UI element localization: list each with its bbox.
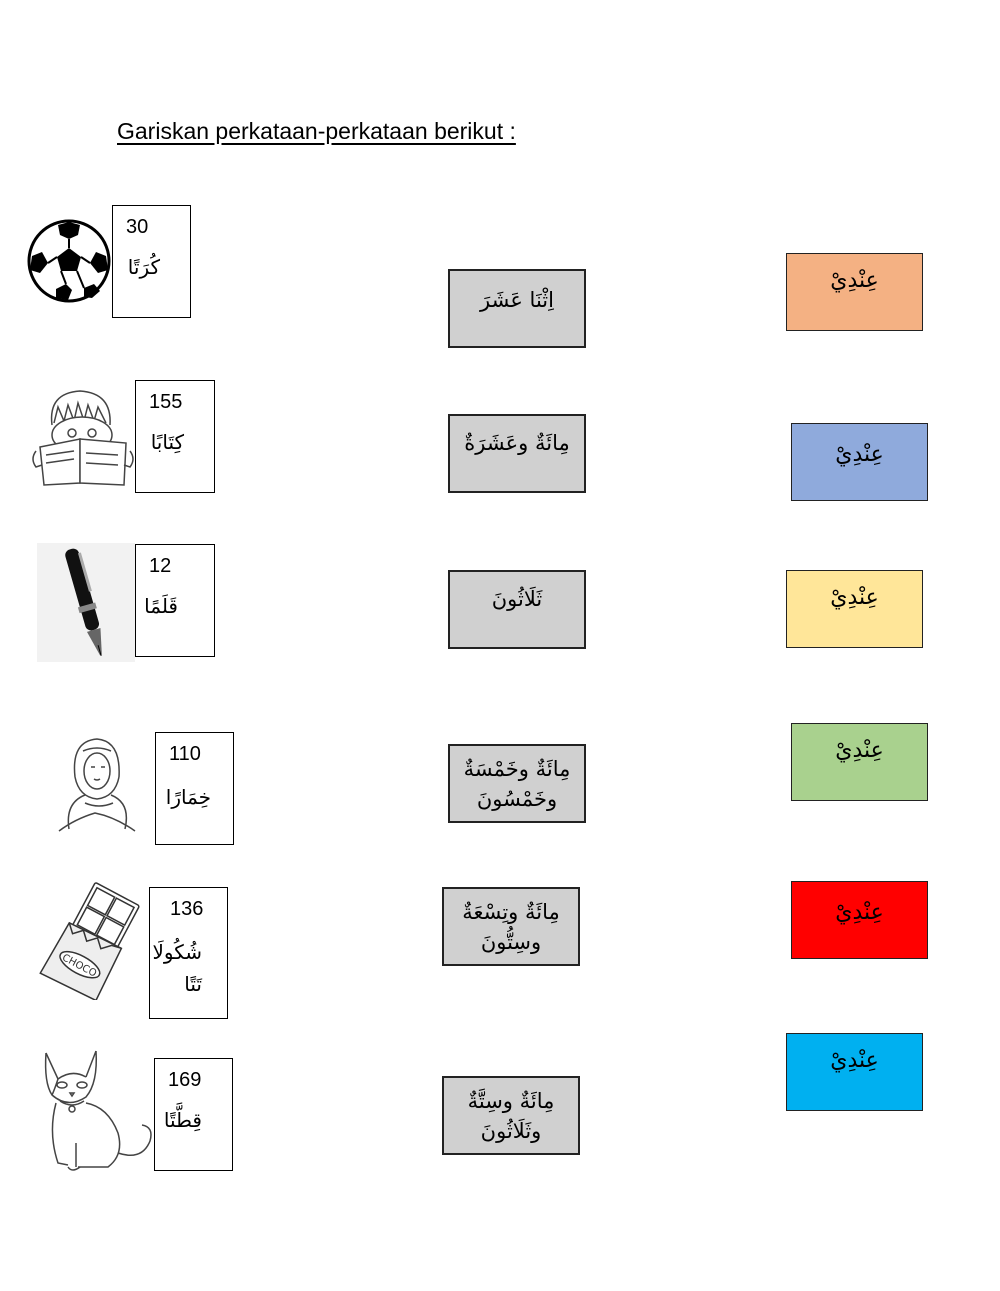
number-word: مِائَةٌ وعَشَرَةٌ [464,431,570,455]
chocolate-wrapper-text: CHOCO [60,952,99,980]
item-word: قِطَّتًا [163,1108,202,1132]
have-box[interactable] [791,423,928,501]
chocolate-bar-picture [38,880,148,1000]
item-card [149,887,228,1019]
item-word: كُرَتًا [127,255,160,279]
woman-in-headscarf-picture [55,733,140,833]
child-reading-book-picture [30,385,138,487]
item-word: قَلَمًا [144,594,178,618]
have-box[interactable] [786,253,923,331]
have-label: عِنْدِيْ [835,738,884,763]
have-label: عِنْدِيْ [830,268,879,293]
item-word: كِتَابًا [150,430,184,454]
have-label: عِنْدِيْ [835,442,884,467]
item-number: 169 [168,1069,202,1091]
have-label: عِنْدِيْ [830,585,879,610]
have-box[interactable] [786,570,923,648]
have-box[interactable] [791,723,928,801]
pen-picture [37,543,135,662]
have-label: عِنْدِيْ [835,900,884,925]
number-word-box[interactable] [448,570,586,649]
number-word: مِائَةٌ وسِتَّةٌ وثَلَاثُونَ [467,1088,555,1143]
number-word: اِثْنَا عَشَرَ [480,288,554,312]
cat-picture [38,1043,156,1175]
item-card [112,205,191,318]
item-card [154,1058,233,1171]
instruction-title: Gariskan perkataan-perkataan berikut : [117,118,516,144]
item-number: 12 [149,555,172,577]
number-word-box[interactable] [448,269,586,348]
number-word-box[interactable] [448,414,586,493]
soccer-ball-picture [26,218,112,304]
item-card [135,544,215,657]
item-word: خِمَارًا [165,785,211,809]
item-number: 30 [126,216,149,238]
item-number: 110 [169,743,201,765]
number-word-box[interactable] [442,1076,580,1155]
have-box[interactable] [791,881,928,959]
number-word: مِائَةٌ وخَمْسَةٌ وخَمْسُونَ [463,756,571,811]
number-word: ثَلَاثُونَ [491,587,543,611]
item-card [155,732,234,845]
have-box[interactable] [786,1033,923,1111]
item-number: 136 [170,898,204,920]
item-number: 155 [149,391,183,413]
number-word-box[interactable] [448,744,586,823]
item-word: شُكُولَا تَتًا [152,940,202,996]
have-label: عِنْدِيْ [830,1048,879,1073]
number-word: مِائَةٌ وتِسْعَةٌ وسِتُّونَ [462,899,560,954]
item-card [135,380,215,493]
number-word-box[interactable] [442,887,580,966]
